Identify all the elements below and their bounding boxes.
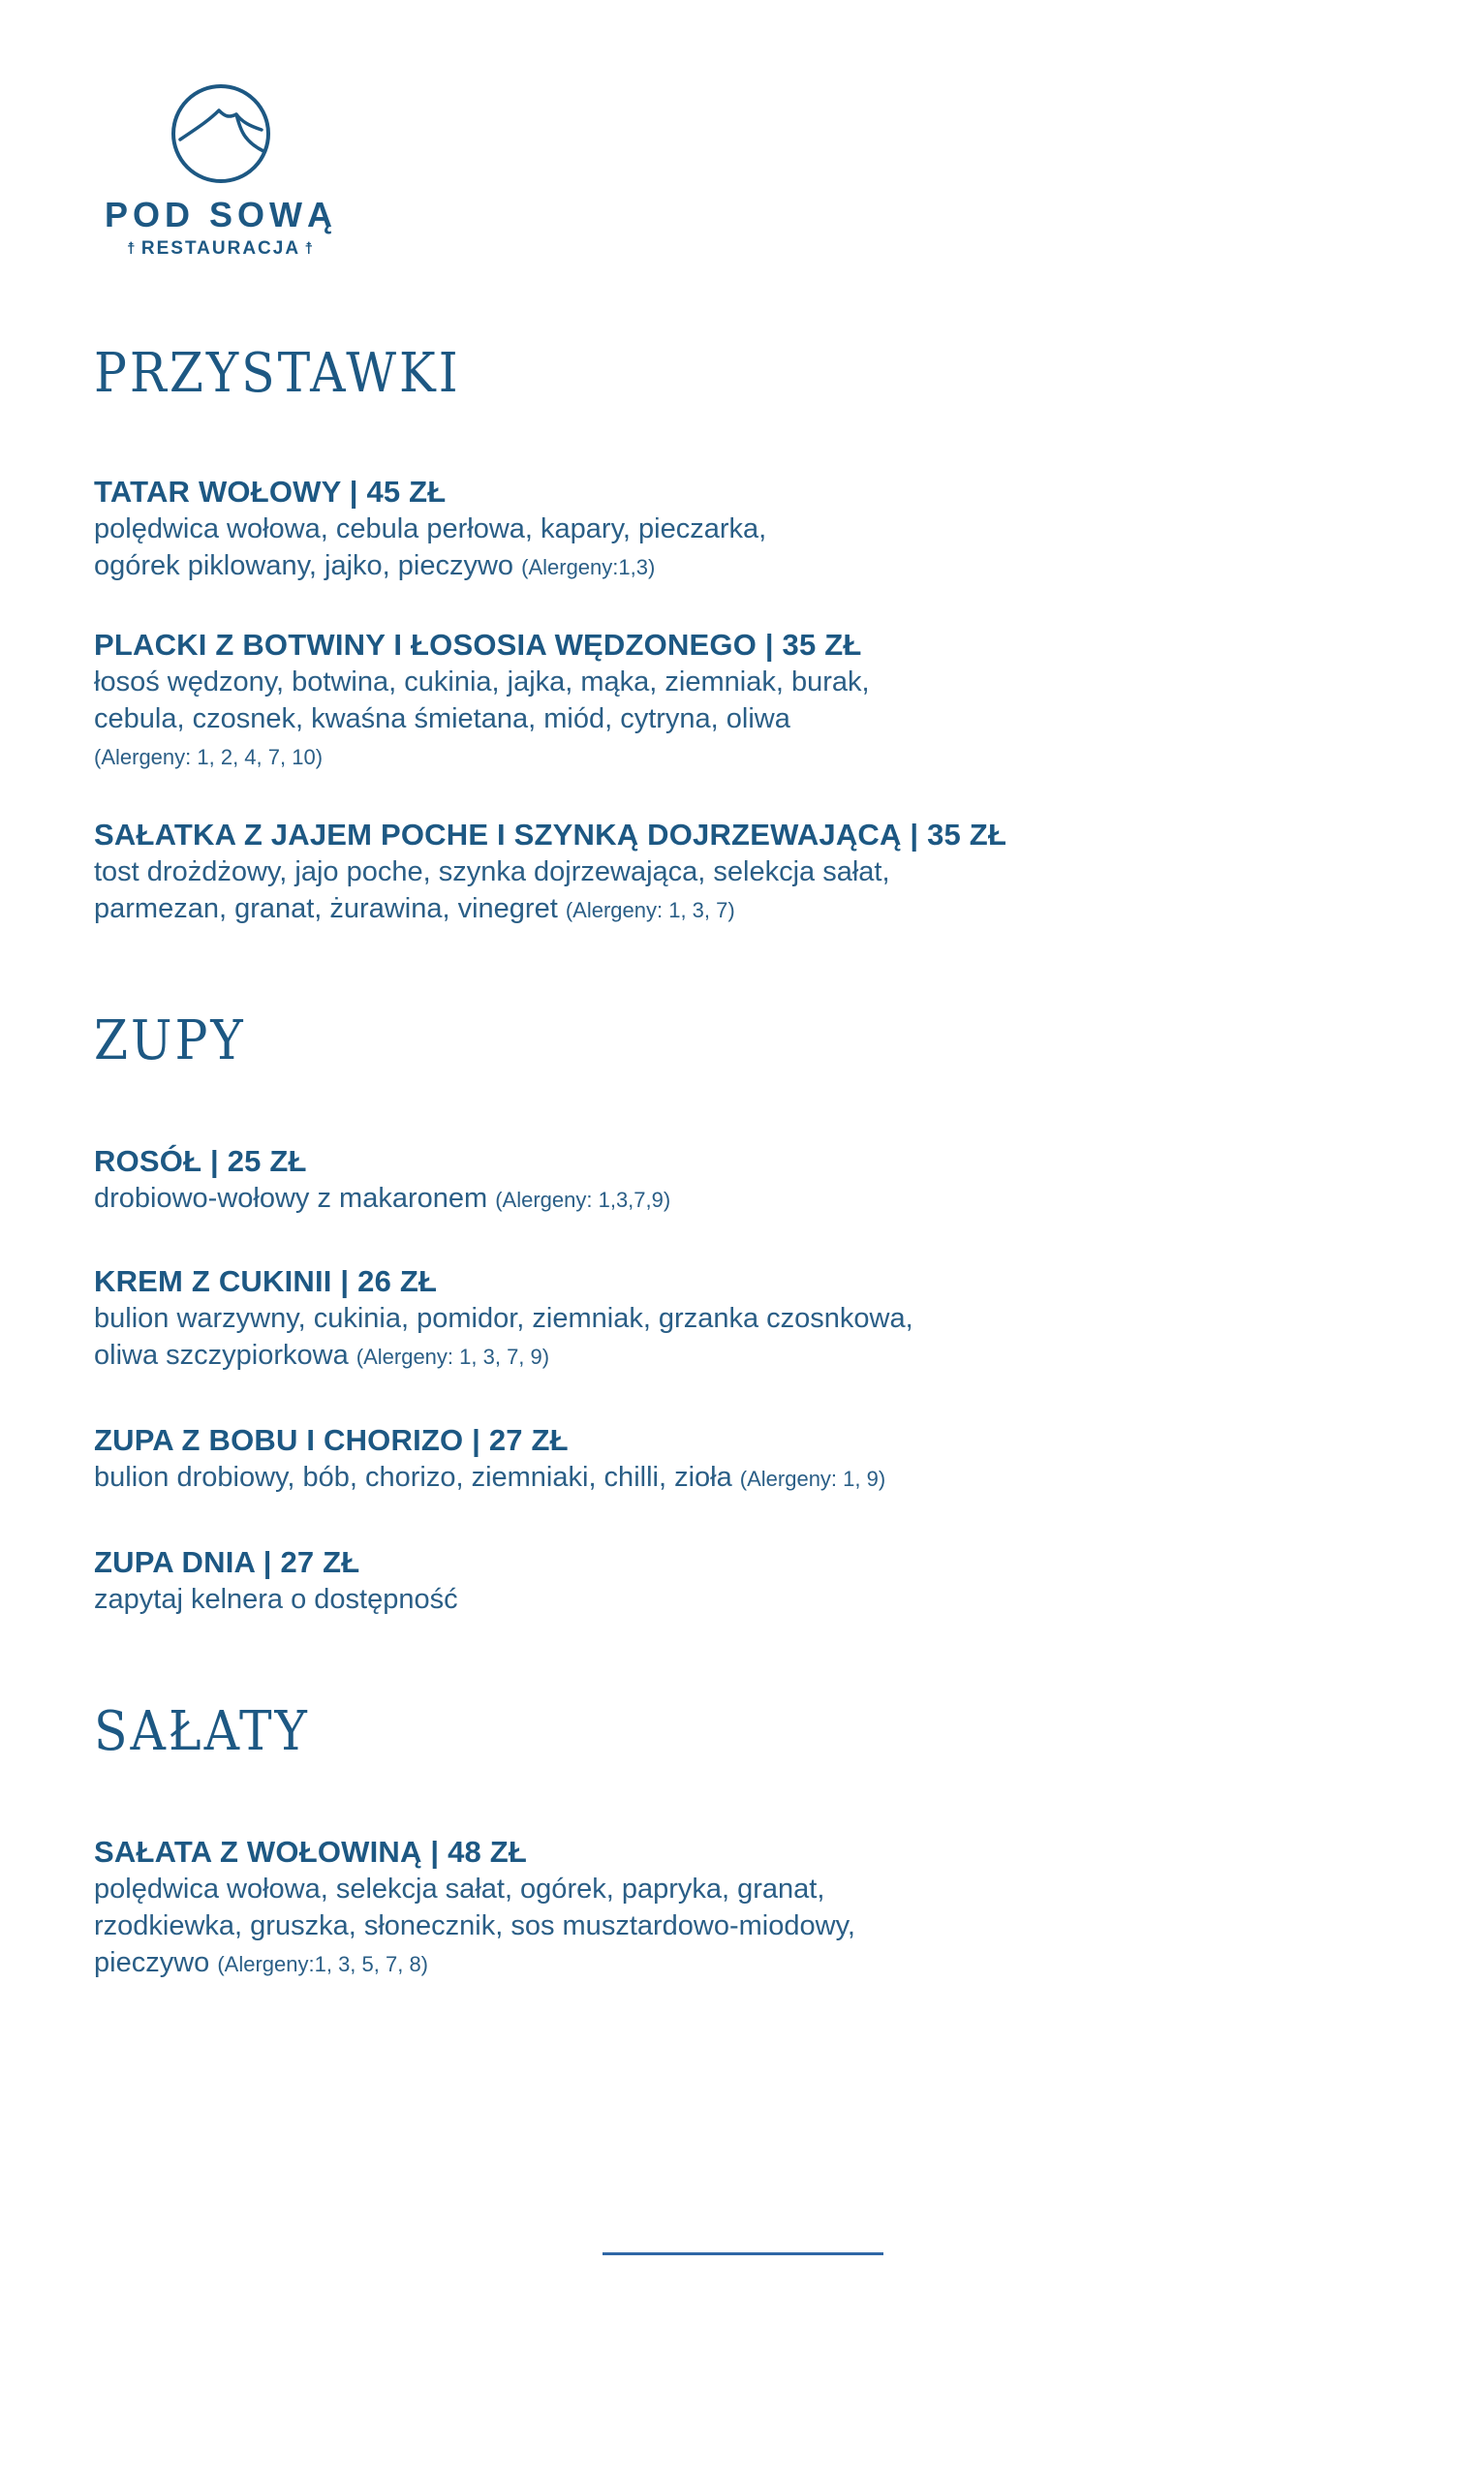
menu-item-description-line: łosoś wędzony, botwina, cukinia, jajka, mąka, ziemniak, burak,	[94, 666, 870, 698]
owl-mountain-logo-icon	[169, 81, 273, 186]
section-title-zupy: ZUPY	[94, 1009, 246, 1072]
section-title-salaty: SAŁATY	[94, 1700, 310, 1763]
cross-right-icon: ☨	[304, 239, 316, 258]
menu-item-description-line: tost drożdżowy, jajo poche, szynka dojrzewająca, selekcja sałat,	[94, 856, 890, 887]
menu-item-allergens: (Alergeny: 1, 9)	[739, 1467, 886, 1491]
menu-item-description-line: bulion warzywny, cukinia, pomidor, ziemniak, grzanka czosnkowa,	[94, 1303, 913, 1334]
menu-item-description-line	[94, 1459, 1159, 1498]
section-title-przystawki: PRZYSTAWKI	[94, 342, 461, 405]
menu-item-description-line	[94, 890, 1159, 929]
menu-item	[94, 1422, 1159, 1498]
menu-item-description-line: polędwica wołowa, cebula perłowa, kapary, pieczarka,	[94, 513, 767, 544]
menu-item-allergens: (Alergeny: 1, 3, 7)	[565, 898, 735, 922]
menu-item	[94, 1143, 1159, 1219]
menu-item-allergens: (Alergeny: 1, 3, 7, 9)	[356, 1345, 550, 1369]
menu-item-description-line	[94, 547, 1159, 586]
menu-item-description-line: zapytaj kelnera o dostępność	[94, 1584, 458, 1615]
menu-item-description-text: pieczywo	[94, 1947, 210, 1978]
menu-item	[94, 1263, 1159, 1376]
restaurant-subtitle	[99, 238, 343, 260]
menu-item-description-text: parmezan, granat, żurawina, vinegret	[94, 893, 558, 924]
menu-item-title: KREM Z CUKINII | 26 ZŁ	[94, 1264, 438, 1298]
menu-item	[94, 627, 1159, 776]
menu-item-title: SAŁATKA Z JAJEM POCHE I SZYNKĄ DOJRZEWAJĄCĄ | 35 ZŁ	[94, 818, 1007, 852]
menu-item-title: TATAR WOŁOWY | 45 ZŁ	[94, 475, 447, 509]
menu-item-description-text: oliwa szczypiorkowa	[94, 1340, 349, 1371]
menu-item-title: SAŁATA Z WOŁOWINĄ | 48 ZŁ	[94, 1835, 528, 1869]
menu-item-description-line: polędwica wołowa, selekcja sałat, ogórek, papryka, granat,	[94, 1874, 825, 1905]
footer-divider	[603, 2252, 883, 2255]
menu-item-description-line: cebula, czosnek, kwaśna śmietana, miód, cytryna, oliwa	[94, 703, 790, 734]
menu-item-title: ZUPA Z BOBU I CHORIZO | 27 ZŁ	[94, 1423, 569, 1457]
restaurant-name: POD SOWĄ	[104, 195, 337, 234]
menu-item-description-text: drobiowo-wołowy z makaronem	[94, 1183, 488, 1214]
menu-item-description-line	[94, 1180, 1159, 1219]
menu-item-allergens: (Alergeny:1, 3, 5, 7, 8)	[217, 1952, 429, 1976]
menu-item-description-text: ogórek piklowany, jajko, pieczywo	[94, 550, 514, 581]
menu-item-title: PLACKI Z BOTWINY I ŁOSOSIA WĘDZONEGO | 35 ZŁ	[94, 628, 862, 662]
restaurant-logo	[99, 81, 343, 260]
menu-item-title: ZUPA DNIA | 27 ZŁ	[94, 1545, 360, 1579]
menu-item-allergens: (Alergeny: 1,3,7,9)	[495, 1188, 671, 1212]
menu-item	[94, 1544, 1159, 1618]
menu-item-description-line	[94, 1944, 1159, 1983]
restaurant-subtitle-label: RESTAURACJA	[140, 238, 301, 259]
menu-item	[94, 474, 1159, 586]
menu-item-title: ROSÓŁ | 25 ZŁ	[94, 1144, 307, 1178]
menu-item-description-line	[94, 1337, 1159, 1376]
menu-item-allergens: (Alergeny:1,3)	[521, 555, 656, 579]
menu-item-description-line	[94, 737, 1159, 776]
menu-item-allergens: (Alergeny: 1, 2, 4, 7, 10)	[94, 745, 324, 769]
menu-item	[94, 817, 1159, 929]
menu-item-description-line: rzodkiewka, gruszka, słonecznik, sos musztardowo-miodowy,	[94, 1910, 855, 1941]
cross-left-icon: ☨	[126, 239, 138, 258]
menu-item	[94, 1834, 1159, 1983]
menu-item-description-text: bulion drobiowy, bób, chorizo, ziemniaki, chilli, zioła	[94, 1462, 732, 1493]
